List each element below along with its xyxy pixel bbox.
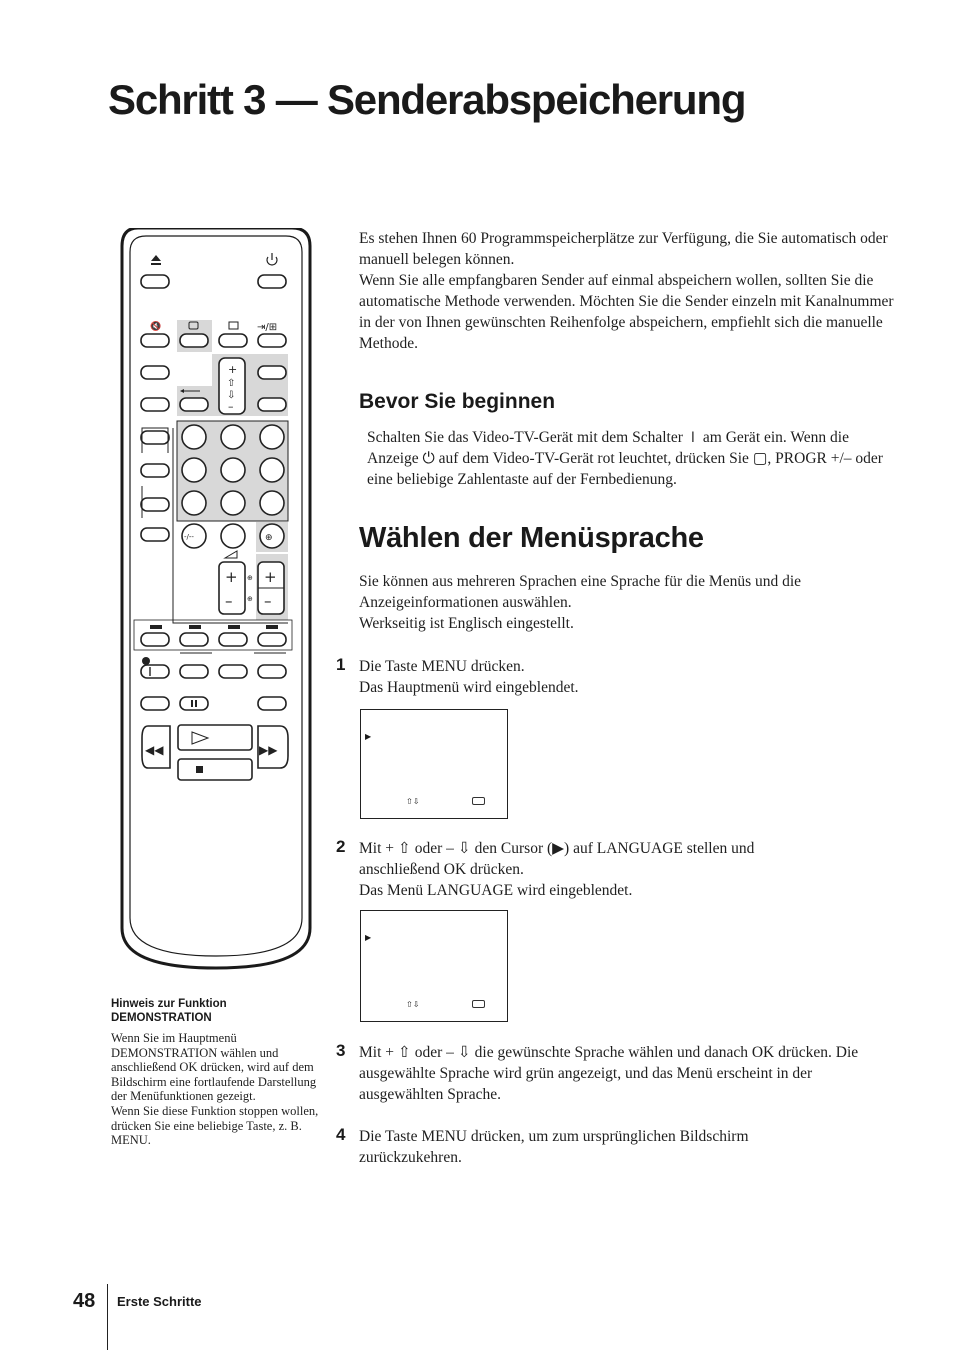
before-paragraph: Schalten Sie das Video-TV-Gerät mit dem Schalter ⏽ am Gerät ein. Wenn die Anzeige ⏻ auf dem Video-TV-Gerät rot leuchtet, drücken Sie ▢, PROGR +/– oder eine beliebige Zahlentaste auf der Fernbedienung. [367, 429, 883, 488]
step-line: Die Taste MENU drücken. [359, 658, 525, 675]
osd-updown-icon: ⇧⇩ [406, 797, 420, 806]
step-line: Mit + ⇧ oder – ⇩ die gewünschte Sprache wählen und danach OK drücken. Die ausgewählte Sprache wird grün angezeigt, und das Menü erscheint in der ausgewählten Sprache. [359, 1044, 859, 1103]
svg-text:–: – [225, 592, 233, 610]
step-line: Das Hauptmenü wird eingeblendet. [359, 679, 579, 696]
svg-text:⇧: ⇧ [227, 378, 236, 389]
section-label: Erste Schritte [117, 1294, 202, 1309]
step-3-text [359, 1042, 899, 1105]
intro-paragraph: Es stehen Ihnen 60 Programmspeicherplätze zur Verfügung, die Sie automatisch oder manuell belegen können. [359, 230, 888, 268]
note-title: Hinweis zur Funktion [111, 998, 227, 1010]
svg-text:+: + [225, 568, 238, 586]
step-number: 3 [336, 1041, 346, 1060]
svg-text:+: + [264, 568, 277, 586]
step-4-text [359, 1126, 829, 1168]
step-2-text [359, 838, 804, 901]
svg-text:+: + [228, 363, 238, 376]
intro-paragraph: Wenn Sie alle empfangbaren Sender auf einmal abspeichern wollen, sollten Sie die automatische Methode verwenden. Möchten Sie die Sender einzeln mit Kanalnummer in der von Ihnen gewünschten Reihenfolge abspeichern, empfiehlt sich die manuelle Methode. [359, 272, 894, 352]
osd-updown-icon: ⇧⇩ [406, 1000, 420, 1009]
svg-text:–: – [228, 400, 234, 413]
svg-text:⇥/⊞: ⇥/⊞ [257, 322, 278, 333]
step-1-text [359, 656, 879, 698]
remote-minus-key-label: -/-- [184, 533, 194, 541]
svg-text:🔇: 🔇 [150, 322, 162, 332]
svg-text:⊕: ⊕ [265, 533, 273, 543]
demonstration-note [111, 997, 319, 1148]
intro-text [359, 228, 899, 354]
before-text [367, 427, 887, 490]
step-line: Die Taste MENU drücken, um zum ursprünglichen Bildschirm zurückzukehren. [359, 1128, 749, 1166]
osd-ok-icon [472, 1000, 485, 1008]
svg-text:▶▶: ▶▶ [259, 743, 278, 757]
osd-ok-icon [472, 797, 485, 805]
osd-cursor-icon: ▶ [365, 732, 372, 741]
svg-text:⊕: ⊕ [247, 574, 253, 582]
language-intro-paragraph: Sie können aus mehreren Sprachen eine Sprache für die Menüs und die Anzeigeinformationen auswählen. [359, 573, 802, 611]
step-number: 4 [336, 1125, 346, 1144]
step-number: 2 [336, 837, 346, 856]
before-heading: Bevor Sie beginnen [359, 390, 556, 413]
note-title: DEMONSTRATION [111, 1012, 212, 1024]
page-number: 48 [73, 1290, 96, 1312]
svg-text:⇩: ⇩ [227, 390, 236, 401]
svg-text:⊕: ⊕ [247, 595, 253, 603]
note-paragraph: Wenn Sie im Hauptmenü DEMONSTRATION wählen und anschließend OK drücken, wird auf dem Bildschirm eine fortlaufende Darstellung der Menüfunktionen gezeigt. [111, 1031, 317, 1104]
step-line: Das Menü LANGUAGE wird eingeblendet. [359, 882, 633, 899]
language-intro [359, 571, 889, 634]
remote-control-illustration [120, 228, 312, 970]
svg-text:–: – [264, 592, 272, 610]
note-paragraph: Wenn Sie diese Funktion stoppen wollen, drücken Sie eine beliebige Taste, z. B. MENU. [111, 1103, 319, 1148]
language-intro-paragraph: Werkseitig ist Englisch eingestellt. [359, 615, 574, 632]
osd-cursor-icon: ▶ [365, 933, 372, 942]
osd-main-menu-screen [360, 709, 508, 819]
note-body [111, 1031, 319, 1148]
language-heading: Wählen der Menüsprache [359, 522, 704, 554]
step-number: 1 [336, 655, 346, 674]
svg-text:◀◀: ◀◀ [145, 743, 164, 757]
step-line: Mit + ⇧ oder – ⇩ den Cursor (▶) auf LANGUAGE stellen und anschließend OK drücken. [359, 840, 755, 878]
osd-language-menu-screen [360, 910, 508, 1022]
page-title: Schritt 3 — Senderabspeicherung [108, 76, 746, 123]
footer-divider [107, 1284, 108, 1350]
